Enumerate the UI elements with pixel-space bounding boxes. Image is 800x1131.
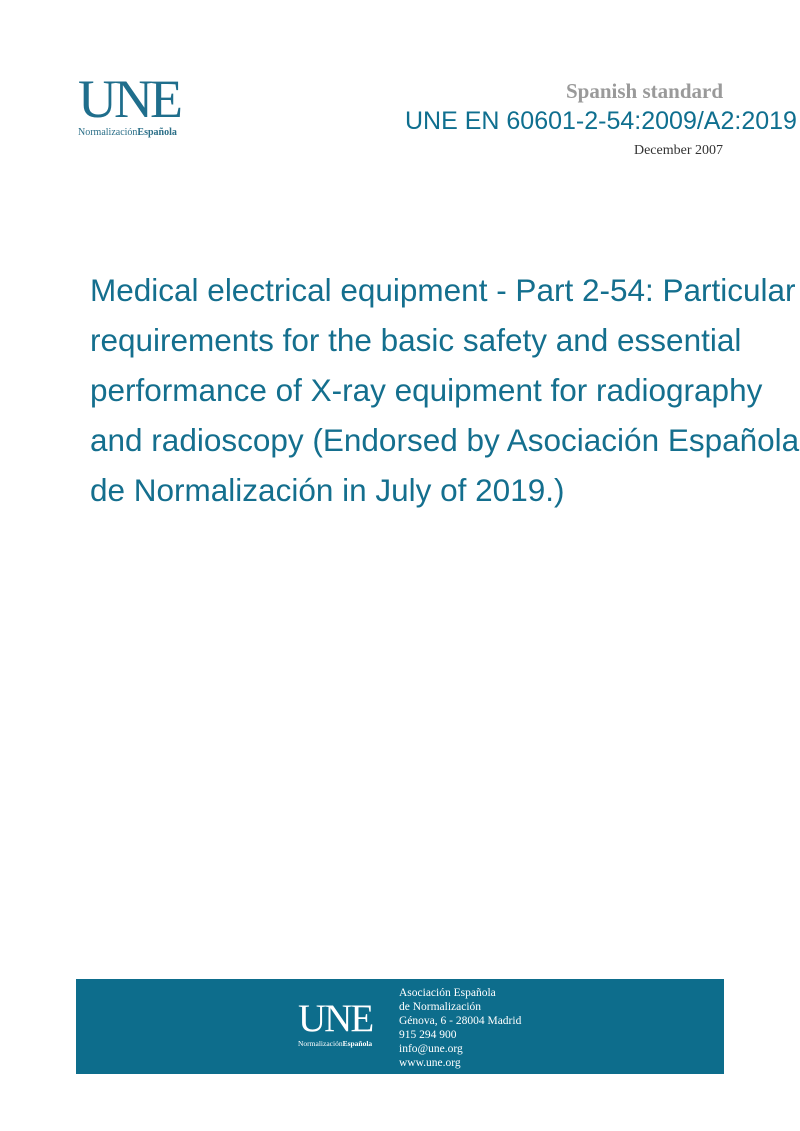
document-title [90,265,800,515]
logo-tag-normal: Normalización [78,127,138,138]
standard-date: December 2007 [633,143,723,158]
une-logo-tagline [78,127,198,138]
address-org-line-2: de Normalización [399,1001,482,1013]
footer-tag-normal: Normalización [298,1039,343,1048]
address-phone: 915 294 900 [399,1029,457,1041]
une-logo [78,69,198,138]
footer-tag-bold: Española [342,1039,373,1048]
title-line: performance of X-ray equipment for radiography [90,372,763,408]
title-line: and radioscopy (Endorsed by Asociación Española [90,422,800,458]
footer-logo-tagline [298,1039,388,1048]
footer-logo-mark: UNE [298,997,373,1040]
address-email: info@une.org [399,1043,463,1055]
une-logo-mark: UNE [78,69,180,129]
title-line: Medical electrical equipment - Part 2-54: Particular [90,272,796,308]
title-line: de Normalización in July of 2019.) [90,472,565,508]
footer-une-logo [298,997,388,1048]
title-line: requirements for the basic safety and essential [90,322,742,358]
footer-address [399,986,521,1070]
address-org-line-1: Asociación Española [399,987,496,999]
standard-type-label: Spanish standard [566,79,723,103]
footer-band [76,979,724,1074]
address-website: www.une.org [399,1057,461,1069]
standard-code: UNE EN 60601-2-54:2009/A2:2019 [405,107,797,135]
logo-tag-bold: Española [137,127,177,138]
address-street: Génova, 6 - 28004 Madrid [399,1015,522,1027]
